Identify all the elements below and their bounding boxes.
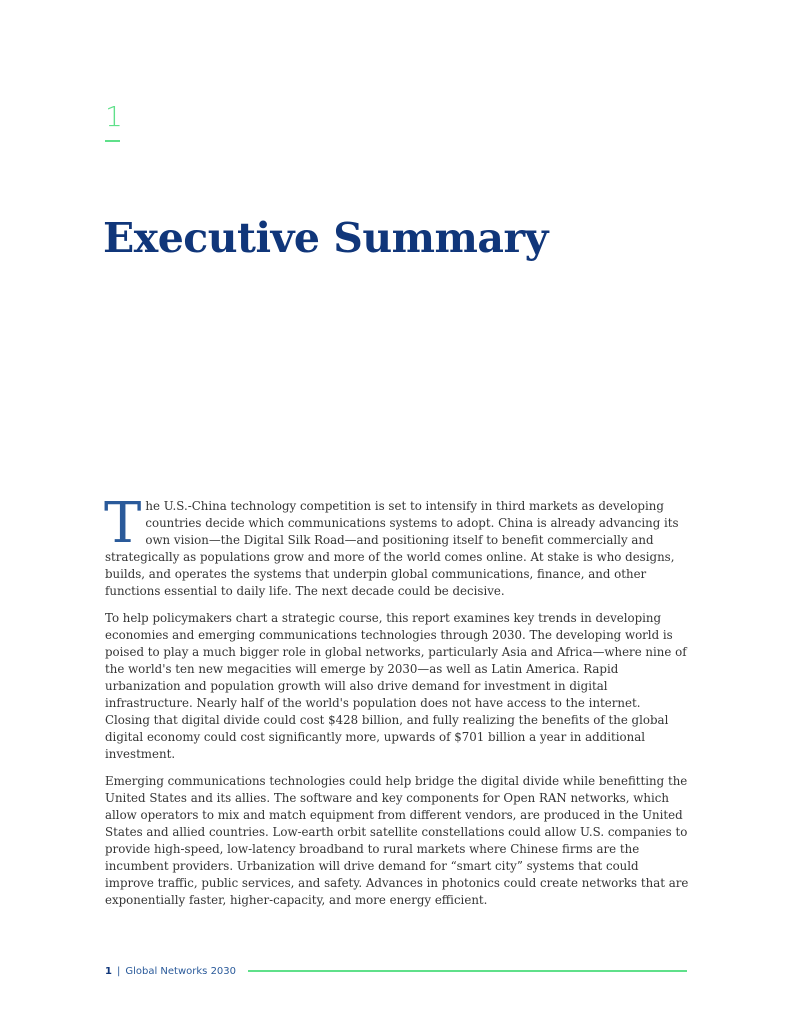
paragraph-1: [104, 491, 689, 600]
body-content: [104, 491, 689, 919]
paragraph-3: Emerging communications technologies could help bridge the digital divide while benefitting the United States and its allies. The software and key components for Open RAN networks, which allow operators to mix and match equipment from different vendors, are produced in the United States and allied countries. Low-earth orbit satellite constellations could allow U.S. companies to provide high-speed, low-latency broadband to rural markets where Chinese firms are the incumbent providers. Urbanization will drive demand for “smart city” systems that could improve traffic, public services, and safety. Advances in photonics could create networks that are exponentially faster, higher-capacity, and more energy efficient.: [105, 774, 689, 907]
footer-separator: |: [116, 965, 121, 977]
chapter-number-underline: [105, 140, 120, 142]
paragraph-1-text: he U.S.-China technology competition is set to intensify in third markets as developing countries decide which communications systems to adopt. China is already advancing its own vision—the Digital Silk Road—and positioning itself to benefit commercially and strategically as populations grow and more of the world comes online. At stake is who designs, builds, and operates the systems that underpin global communications, finance, and other functions essential to daily life. The next decade could be decisive.: [105, 499, 679, 598]
page-title: Executive Summary: [103, 214, 548, 262]
footer-rule: [248, 970, 687, 972]
drop-cap: T: [104, 491, 142, 556]
footer-publication-title: Global Networks 2030: [125, 965, 237, 977]
footer-page-number: 1: [105, 965, 112, 977]
chapter-number: 1: [105, 100, 123, 133]
page-footer: [105, 962, 687, 980]
paragraph-2: To help policymakers chart a strategic course, this report examines key trends in developing economies and emerging communications technologies through 2030. The developing world is poised to play a much bigger role in global networks, particularly Asia and Africa—where nine of the world's ten new megacities will emerge by 2030—as well as Latin America. Rapid urbanization and population growth will also drive demand for investment in digital infrastructure. Nearly half of the world's population does not have access to the internet. Closing that digital divide could cost $428 billion, and fully realizing the benefits of the global digital economy could cost significantly more, upwards of $701 billion a year in additional investment.: [105, 611, 687, 761]
